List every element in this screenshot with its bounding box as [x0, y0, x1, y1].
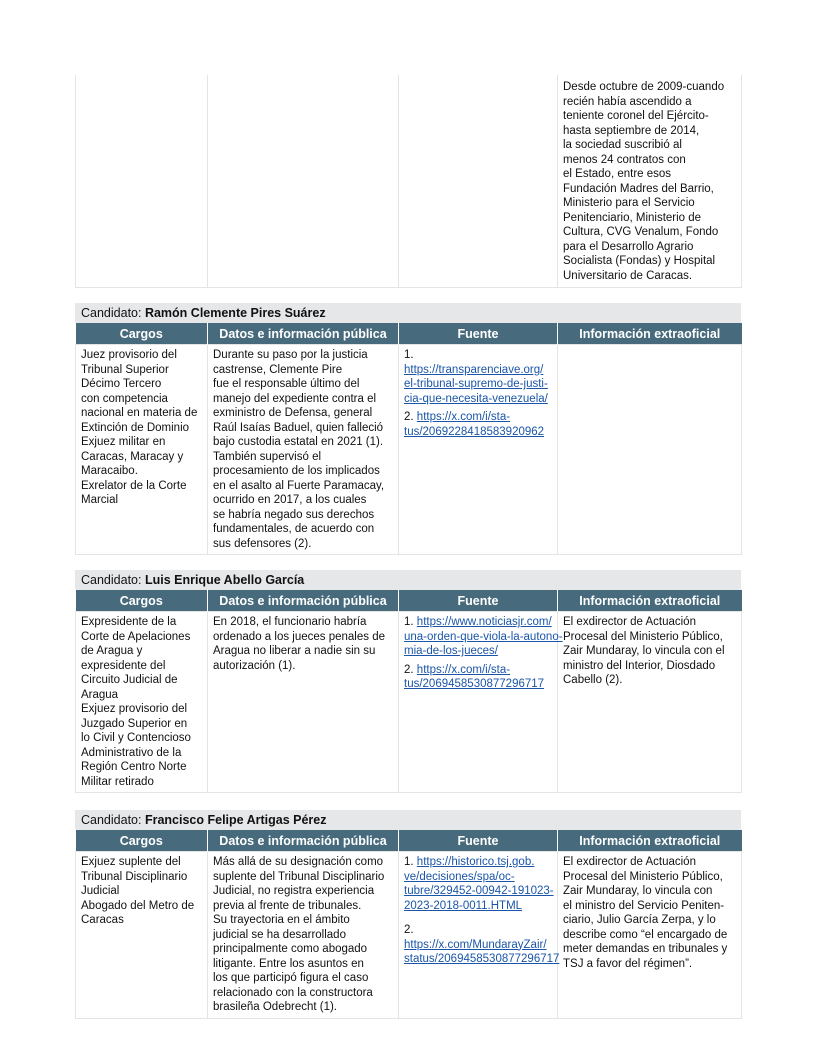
col-datos: Datos e información pública — [208, 590, 399, 612]
table-row — [76, 75, 742, 288]
col-fuente: Fuente — [399, 323, 558, 345]
table-header-row — [76, 830, 742, 852]
col-fuente: Fuente — [399, 590, 558, 612]
table-row — [76, 345, 742, 555]
source-item: 1. https://historico.tsj.gob. ve/decisiones/spa/oc- tubre/329452-00942-191023- 2023-2018-0011.HTML — [404, 856, 554, 912]
info-cell: Desde octubre de 2009-cuando recién había ascendido a teniente coronel del Ejército- hasta septiembre de 2014, la sociedad suscribió al menos 24 contratos con el Estado, entre esos Fundación Madres del Barrio, Ministerio para el Servicio Penitenciario, Ministerio de Cultura, CVG Venalum, Fondo para el Desarrollo Agrario Socialista (Fondas) y Hospital Universitario de Caracas. — [558, 75, 742, 288]
col-info: Información extraoficial — [558, 590, 742, 612]
cargos-cell — [76, 75, 208, 288]
fuente-cell — [399, 612, 563, 793]
source-item: 1. https://transparenciave.org/ el-tribunal-supremo-de-justi- cia-que-necesita-venezuela/ — [404, 348, 552, 406]
source-link[interactable]: https://www.noticiasjr.com/ una-orden-que-viola-la-autono- mia-de-los-jueces/ — [404, 616, 563, 657]
col-fuente: Fuente — [399, 830, 558, 852]
table-row — [76, 852, 742, 1019]
candidate-block-abello — [75, 570, 741, 793]
source-link[interactable]: https://x.com/MundarayZair/ status/2069458530877296717 — [404, 938, 560, 965]
source-link[interactable]: https://historico.tsj.gob. ve/decisiones/spa/oc- tubre/329452-00942-191023- 2023-2018-0011.HTML — [404, 856, 554, 912]
info-cell: El exdirector de Actuación Procesal del Ministerio Público, Zair Mundaray, lo vincula con el ministro del Servicio Peniten- ciario, Julio García Zerpa, y lo describe como “el encargado de meter demandas en tribunales y TSJ a favor del régimen”. — [558, 852, 742, 1019]
source-item: 2. https://x.com/i/sta- tus/2069228418583920962 — [404, 410, 552, 439]
source-item: 2. https://x.com/i/sta- tus/2069458530877296717 — [404, 663, 552, 692]
source-link[interactable]: https://transparenciave.org/ el-tribunal-supremo-de-justi- cia-que-necesita-venezuela/ — [404, 363, 548, 405]
table-header-row — [76, 590, 742, 612]
candidate-name: Francisco Felipe Artigas Pérez — [144, 813, 327, 827]
table-row — [76, 612, 742, 793]
datos-cell: Durante su paso por la justicia castrense, Clemente Pire fue el responsable último del manejo del expediente contra el exministro de Defensa, general Raúl Isaías Baduel, quien falleció bajo custodia estatal en 2021 (1). También supervisó el procesamiento de los implicados en el asalto al Fuerte Paramacay, ocurrido en 2017, a los cuales se habría negado sus derechos fundamentales, de acuerdo con sus defensores (2). — [208, 345, 399, 555]
candidate-header: Candidato: Francisco Felipe Artigas Pérez — [75, 810, 741, 830]
col-cargos: Cargos — [76, 323, 208, 345]
continuation-table — [75, 75, 742, 288]
source-item: 1. https://www.noticiasjr.com/ una-orden-que-viola-la-autono- mia-de-los-jueces/ — [404, 616, 563, 657]
candidate-table — [75, 590, 742, 793]
info-cell — [558, 345, 742, 555]
fuente-cell — [399, 852, 558, 1019]
candidate-name: Ramón Clemente Pires Suárez — [144, 306, 326, 320]
col-info: Información extraoficial — [558, 323, 742, 345]
candidate-block-artigas — [75, 810, 741, 1019]
table-header-row — [76, 323, 742, 345]
candidate-header: Candidato: Ramón Clemente Pires Suárez — [75, 303, 741, 323]
fuente-cell — [399, 75, 558, 288]
cargos-cell: Expresidente de la Corte de Apelaciones de Aragua y expresidente del Circuito Judicial de Aragua Exjuez provisorio del Juzgado Superior en lo Civil y Contencioso Administrativo de la Región Centro Norte Militar retirado — [76, 612, 208, 793]
cargos-cell: Juez provisorio del Tribunal Superior Décimo Tercero con competencia nacional en materia de Extinción de Dominio Exjuez militar en Caracas, Maracay y Maracaibo. Exrelator de la Corte Marcial — [76, 345, 208, 555]
cargos-cell: Exjuez suplente del Tribunal Disciplinario Judicial Abogado del Metro de Caracas — [76, 852, 208, 1019]
candidate-block-pires — [75, 303, 741, 555]
source-link[interactable]: https://x.com/i/sta- tus/2069228418583920962 — [404, 411, 545, 438]
candidate-name: Luis Enrique Abello García — [144, 573, 305, 587]
datos-cell: Más allá de su designación como suplente del Tribunal Disciplinario Judicial, no registra experiencia previa al frente de tribunales. Su trayectoria en el ámbito judicial se ha desarrollado principalmente como abogado litigante. Entre los asuntos en los que participó figura el caso relacionado con la constructora brasileña Odebrecht (1). — [208, 852, 399, 1019]
datos-cell — [208, 75, 399, 288]
col-cargos: Cargos — [76, 830, 208, 852]
candidate-header: Candidato: Luis Enrique Abello García — [75, 570, 741, 590]
col-cargos: Cargos — [76, 590, 208, 612]
source-link[interactable]: https://x.com/i/sta- tus/2069458530877296717 — [404, 663, 545, 690]
col-datos: Datos e información pública — [208, 830, 399, 852]
col-datos: Datos e información pública — [208, 323, 399, 345]
source-item: 2. https://x.com/MundarayZair/ status/2069458530877296717 — [404, 924, 560, 965]
fuente-cell — [399, 345, 558, 555]
datos-cell: En 2018, el funcionario habría ordenado a los jueces penales de Aragua no liberar a nadie sin su autorización (1). — [208, 612, 399, 793]
candidate-table — [75, 323, 742, 555]
col-info: Información extraoficial — [558, 830, 742, 852]
info-cell: El exdirector de Actuación Procesal del Ministerio Público, Zair Mundaray, lo vincula con el ministro del Interior, Diosdado Cabello (2). — [558, 612, 742, 793]
candidate-table — [75, 830, 742, 1019]
